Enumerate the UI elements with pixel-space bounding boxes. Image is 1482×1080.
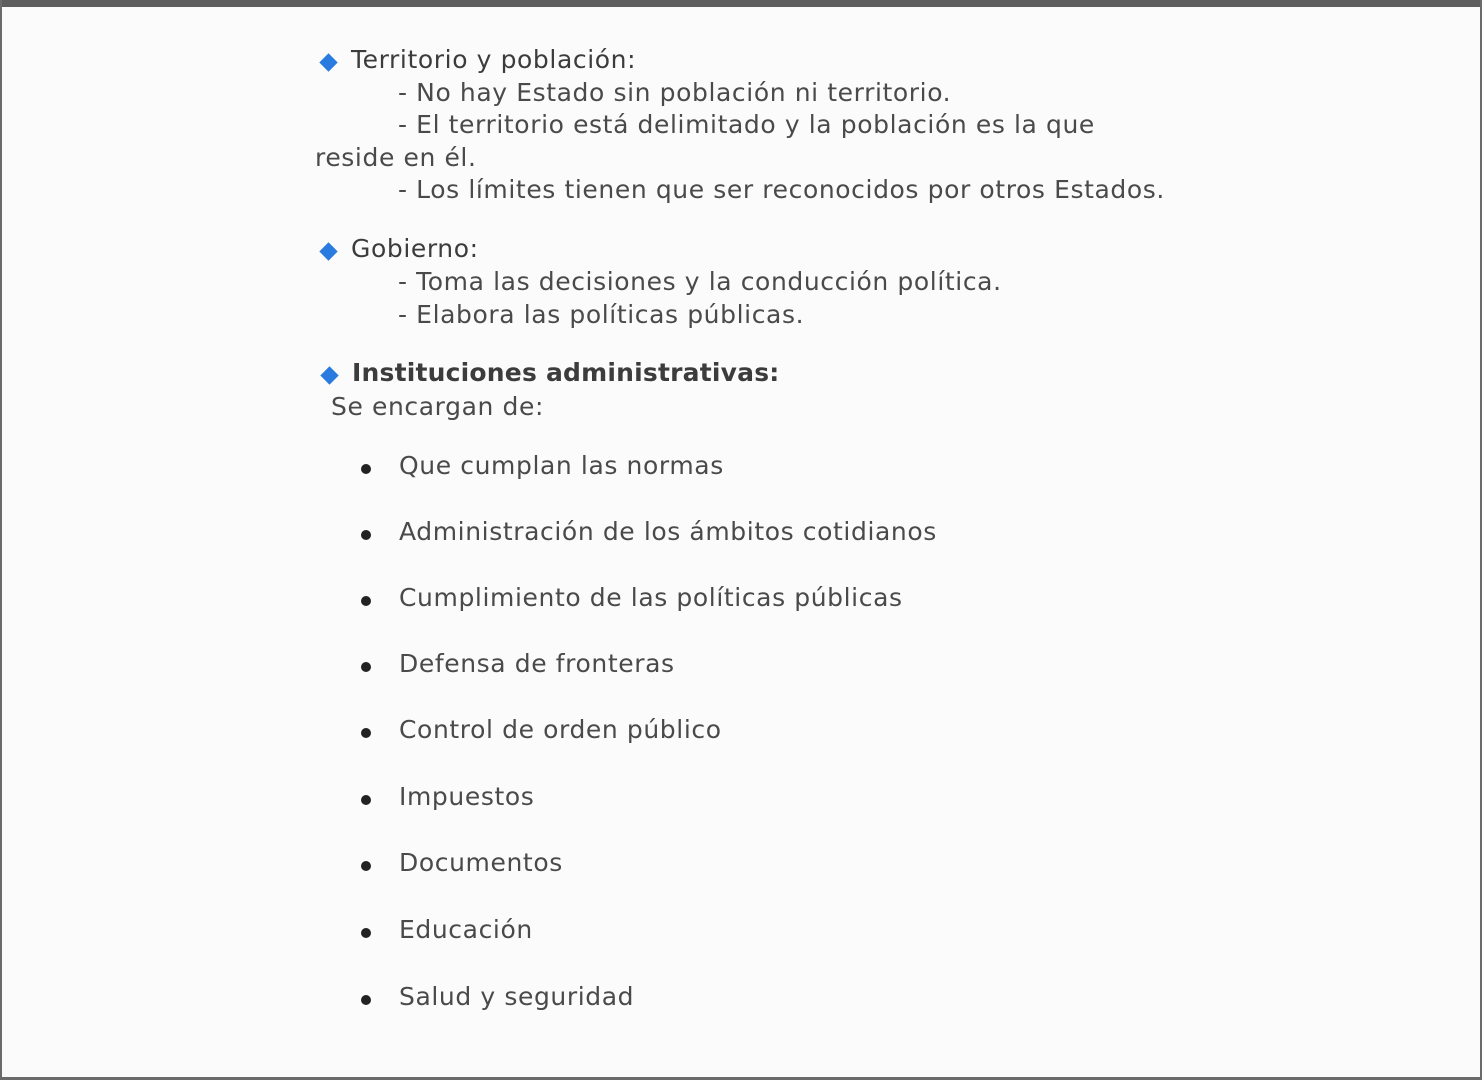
list-item: Documentos — [399, 848, 563, 877]
list-item: Control de orden público — [399, 715, 722, 744]
section-line: - Los límites tienen que ser reconocidos por otros Estados. — [398, 175, 1165, 204]
list-item: Educación — [399, 915, 533, 944]
section-title-instituciones: Instituciones administrativas: — [352, 358, 780, 387]
section-line: - No hay Estado sin población ni territorio. — [398, 78, 952, 107]
section-line: - Toma las decisiones y la conducción política. — [398, 267, 1002, 296]
diamond-bullet-icon — [319, 53, 337, 71]
section-line: - El territorio está delimitado y la población es la que — [398, 110, 1095, 139]
bullet-icon — [361, 995, 371, 1005]
bullet-icon — [361, 861, 371, 871]
list-item: Que cumplan las normas — [399, 451, 724, 480]
diamond-bullet-icon — [319, 242, 337, 260]
list-item: Defensa de fronteras — [399, 649, 675, 678]
bullet-icon — [361, 596, 371, 606]
list-item: Cumplimiento de las políticas públicas — [399, 583, 903, 612]
section-title-territorio: Territorio y población: — [351, 45, 637, 74]
list-item: Administración de los ámbitos cotidianos — [399, 517, 937, 546]
list-item: Impuestos — [399, 782, 535, 811]
document-content — [2, 0, 1480, 1077]
bullet-icon — [361, 464, 371, 474]
bullet-icon — [361, 530, 371, 540]
section-line: - Elabora las políticas públicas. — [398, 300, 805, 329]
section-title-gobierno: Gobierno: — [351, 234, 479, 263]
bullet-icon — [361, 662, 371, 672]
diamond-bullet-icon — [320, 366, 338, 384]
list-item: Salud y seguridad — [399, 982, 635, 1011]
section-line: reside en él. — [315, 143, 477, 172]
bullet-icon — [361, 728, 371, 738]
section-intro: Se encargan de: — [331, 392, 544, 421]
bullet-icon — [361, 795, 371, 805]
bullet-icon — [361, 928, 371, 938]
